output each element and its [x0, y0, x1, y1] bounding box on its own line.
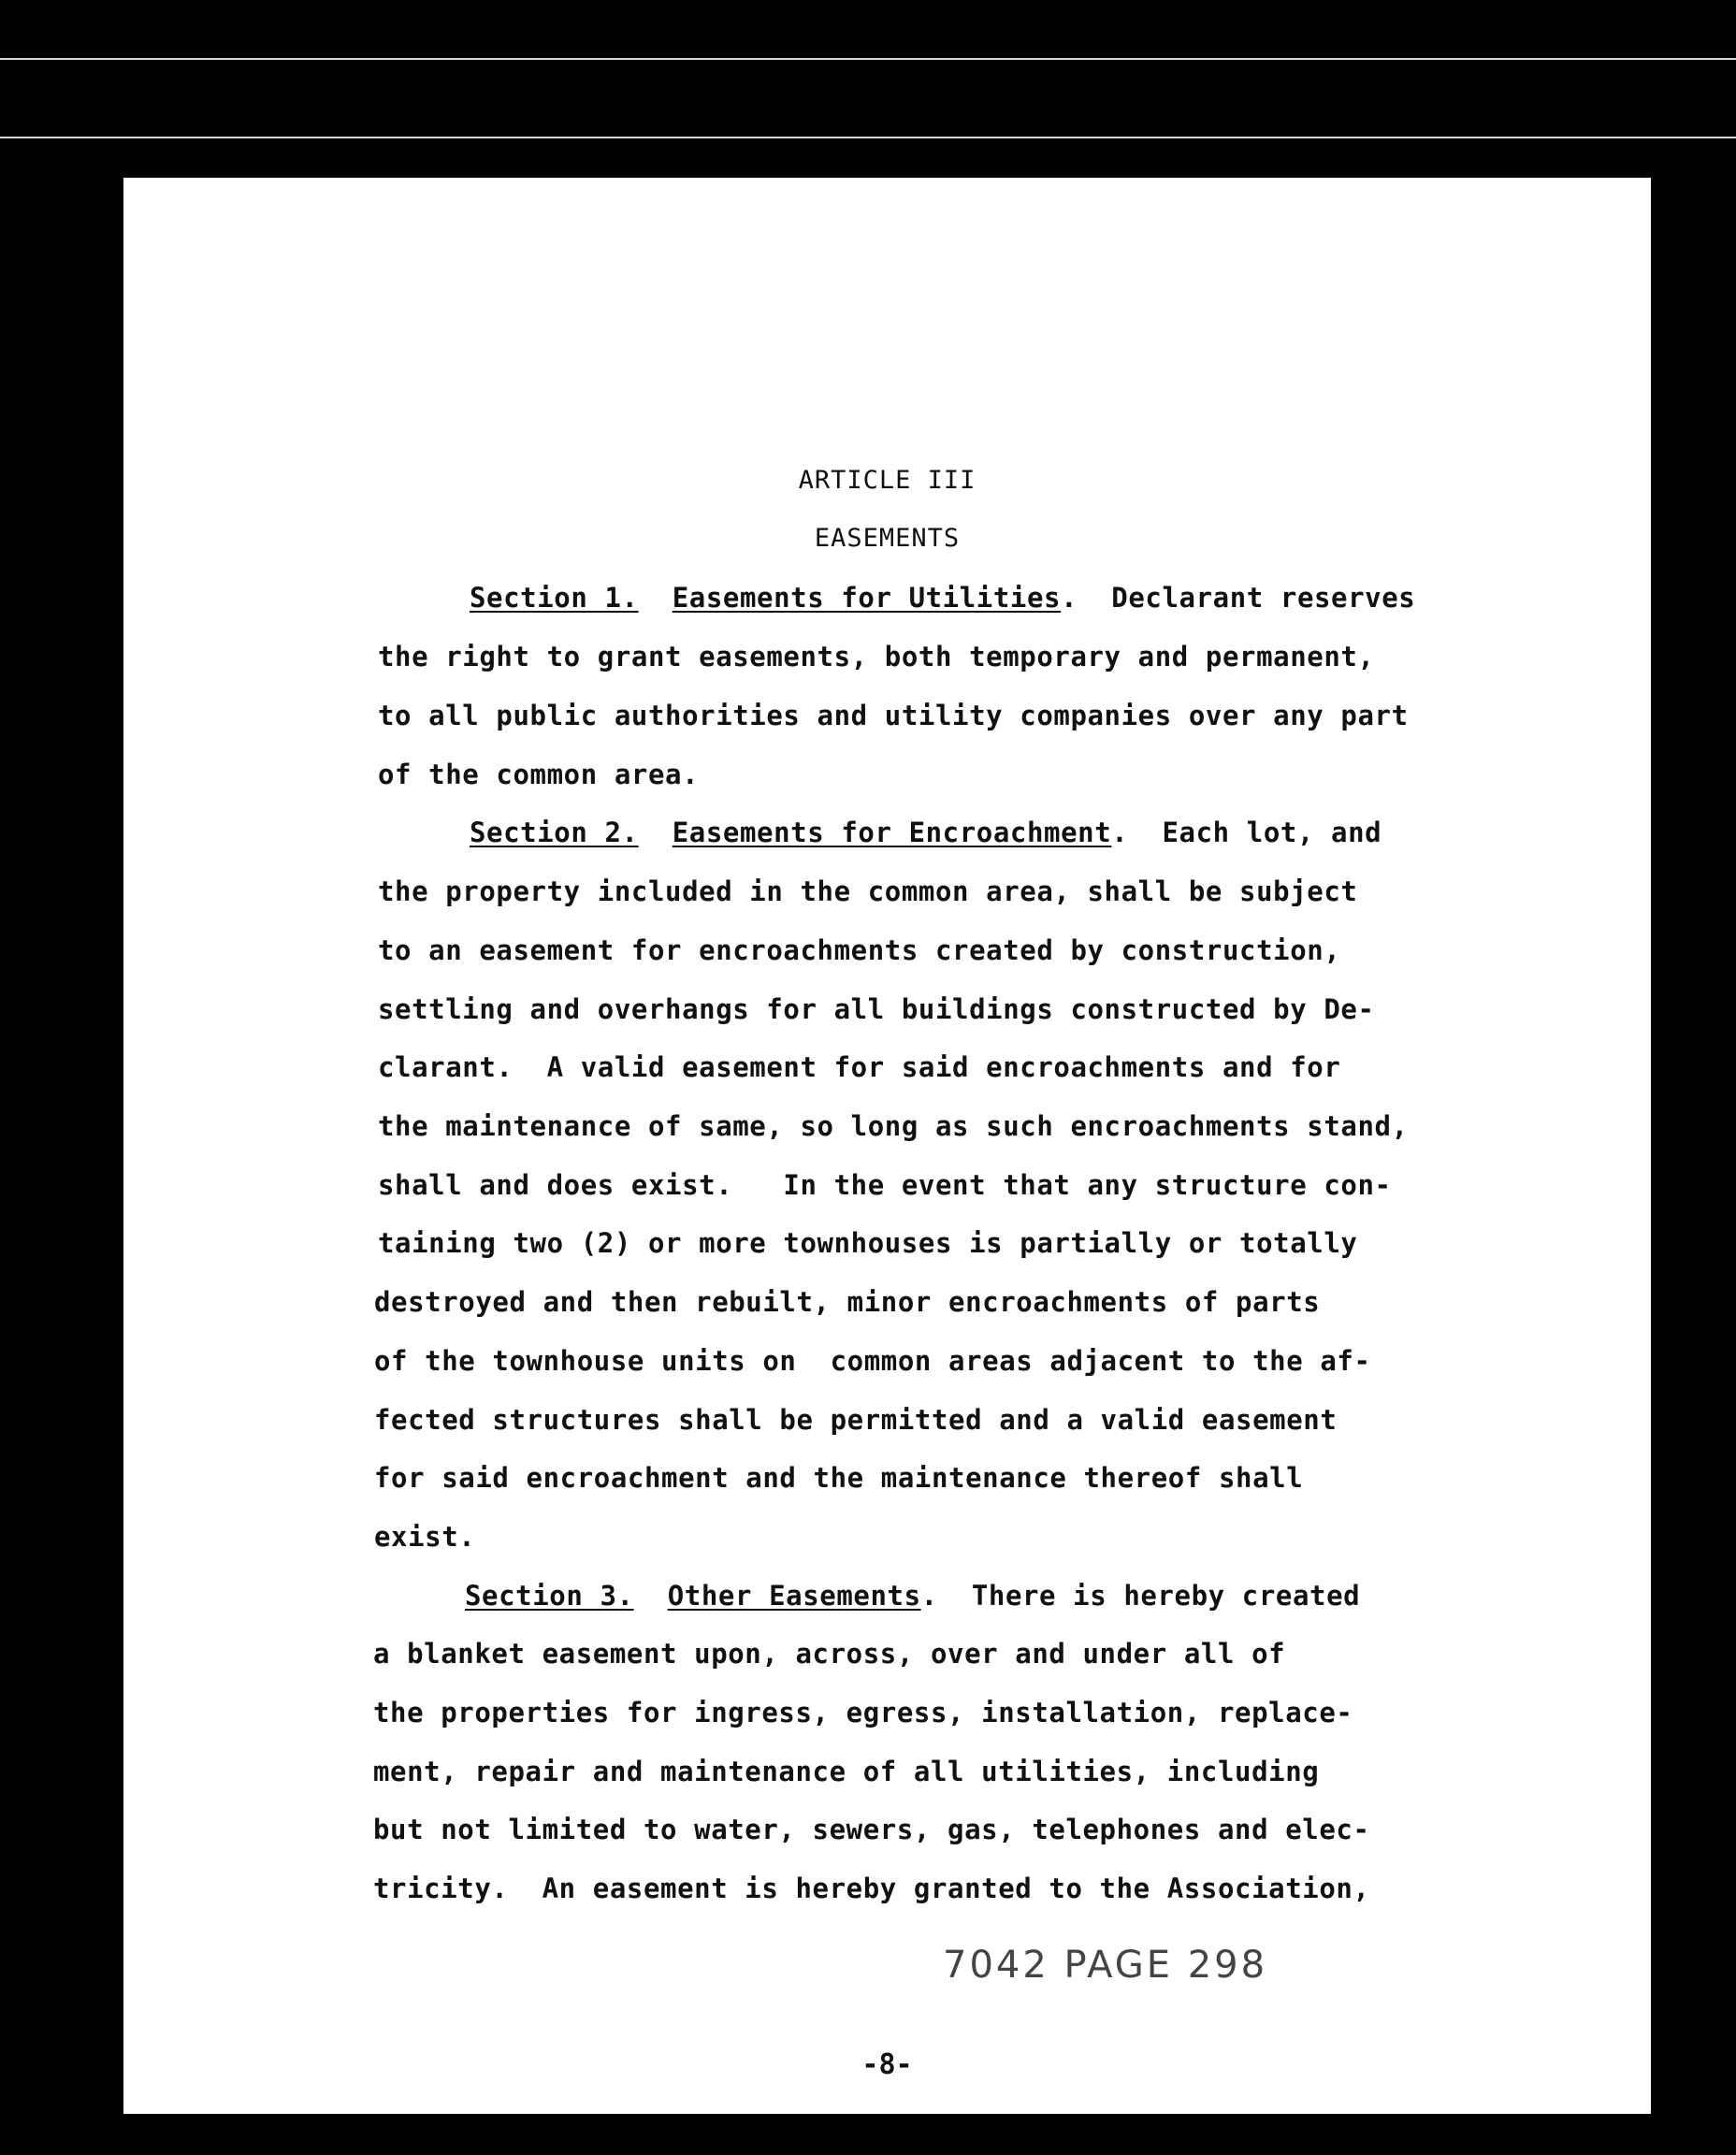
section-2-text-line: to an easement for encroachments created by construction, — [378, 934, 1341, 966]
section-2-text-line: the property included in the common area, shall be subject — [378, 875, 1358, 907]
section-1-first-line — [470, 582, 1415, 614]
section-2-text-line: taining two (2) or more townhouses is partially or totally — [378, 1227, 1358, 1259]
section-1-heading: Easements for Utilities — [672, 582, 1062, 614]
section-2-text-line: clarant. A valid easement for said encroachments and for — [378, 1051, 1341, 1083]
section-2-text-line: exist. — [374, 1521, 476, 1553]
section-3-heading: Other Easements — [667, 1580, 921, 1612]
article-title: ARTICLE III — [798, 466, 976, 495]
section-2-text-line: for said encroachment and the maintenance thereof shall — [374, 1462, 1304, 1494]
section-1-text-line: the right to grant easements, both temporary and permanent, — [378, 641, 1375, 673]
section-2-text-line: destroyed and then rebuilt, minor encroachments of parts — [374, 1286, 1321, 1318]
recording-stamp: 7042 PAGE 298 — [943, 1944, 1268, 1987]
section-1-lead-text: . Declarant reserves — [1061, 582, 1416, 614]
section-1-text-line: of the common area. — [378, 759, 700, 790]
section-3-text-line: but not limited to water, sewers, gas, telephones and elec- — [373, 1814, 1370, 1845]
section-3-text-line: a blanket easement upon, across, over and under all of — [373, 1638, 1286, 1670]
section-2-text-line: the maintenance of same, so long as such encroachments stand, — [378, 1110, 1409, 1142]
section-2-heading: Easements for Encroachment — [672, 817, 1112, 848]
section-2-lead-text: . Each lot, and — [1111, 817, 1382, 848]
section-2-label: Section 2. — [470, 817, 639, 848]
document-page — [123, 178, 1651, 2114]
section-1-label: Section 1. — [470, 582, 639, 614]
page-number: -8- — [861, 2048, 913, 2081]
section-2-text-line: settling and overhangs for all buildings constructed by De- — [378, 993, 1375, 1025]
section-3-lead-text: . There is hereby created — [920, 1580, 1361, 1612]
section-2-first-line — [470, 817, 1382, 848]
section-2-text-line: of the townhouse units on common areas adjacent to the af- — [374, 1345, 1371, 1377]
section-3-text-line: tricity. An easement is hereby granted to the Association, — [373, 1873, 1370, 1904]
section-3-text-line: ment, repair and maintenance of all utilities, including — [373, 1756, 1320, 1787]
scan-top-strip — [0, 58, 1736, 138]
section-3-text-line: the properties for ingress, egress, installation, replace- — [373, 1697, 1353, 1728]
section-3-first-line — [465, 1580, 1360, 1612]
section-2-text-line: shall and does exist. In the event that any structure con- — [378, 1169, 1392, 1201]
section-1-text-line: to all public authorities and utility companies over any part — [378, 700, 1409, 731]
section-2-text-line: fected structures shall be permitted and a valid easement — [374, 1404, 1338, 1436]
article-subtitle: EASEMENTS — [814, 524, 961, 553]
section-3-label: Section 3. — [465, 1580, 634, 1612]
